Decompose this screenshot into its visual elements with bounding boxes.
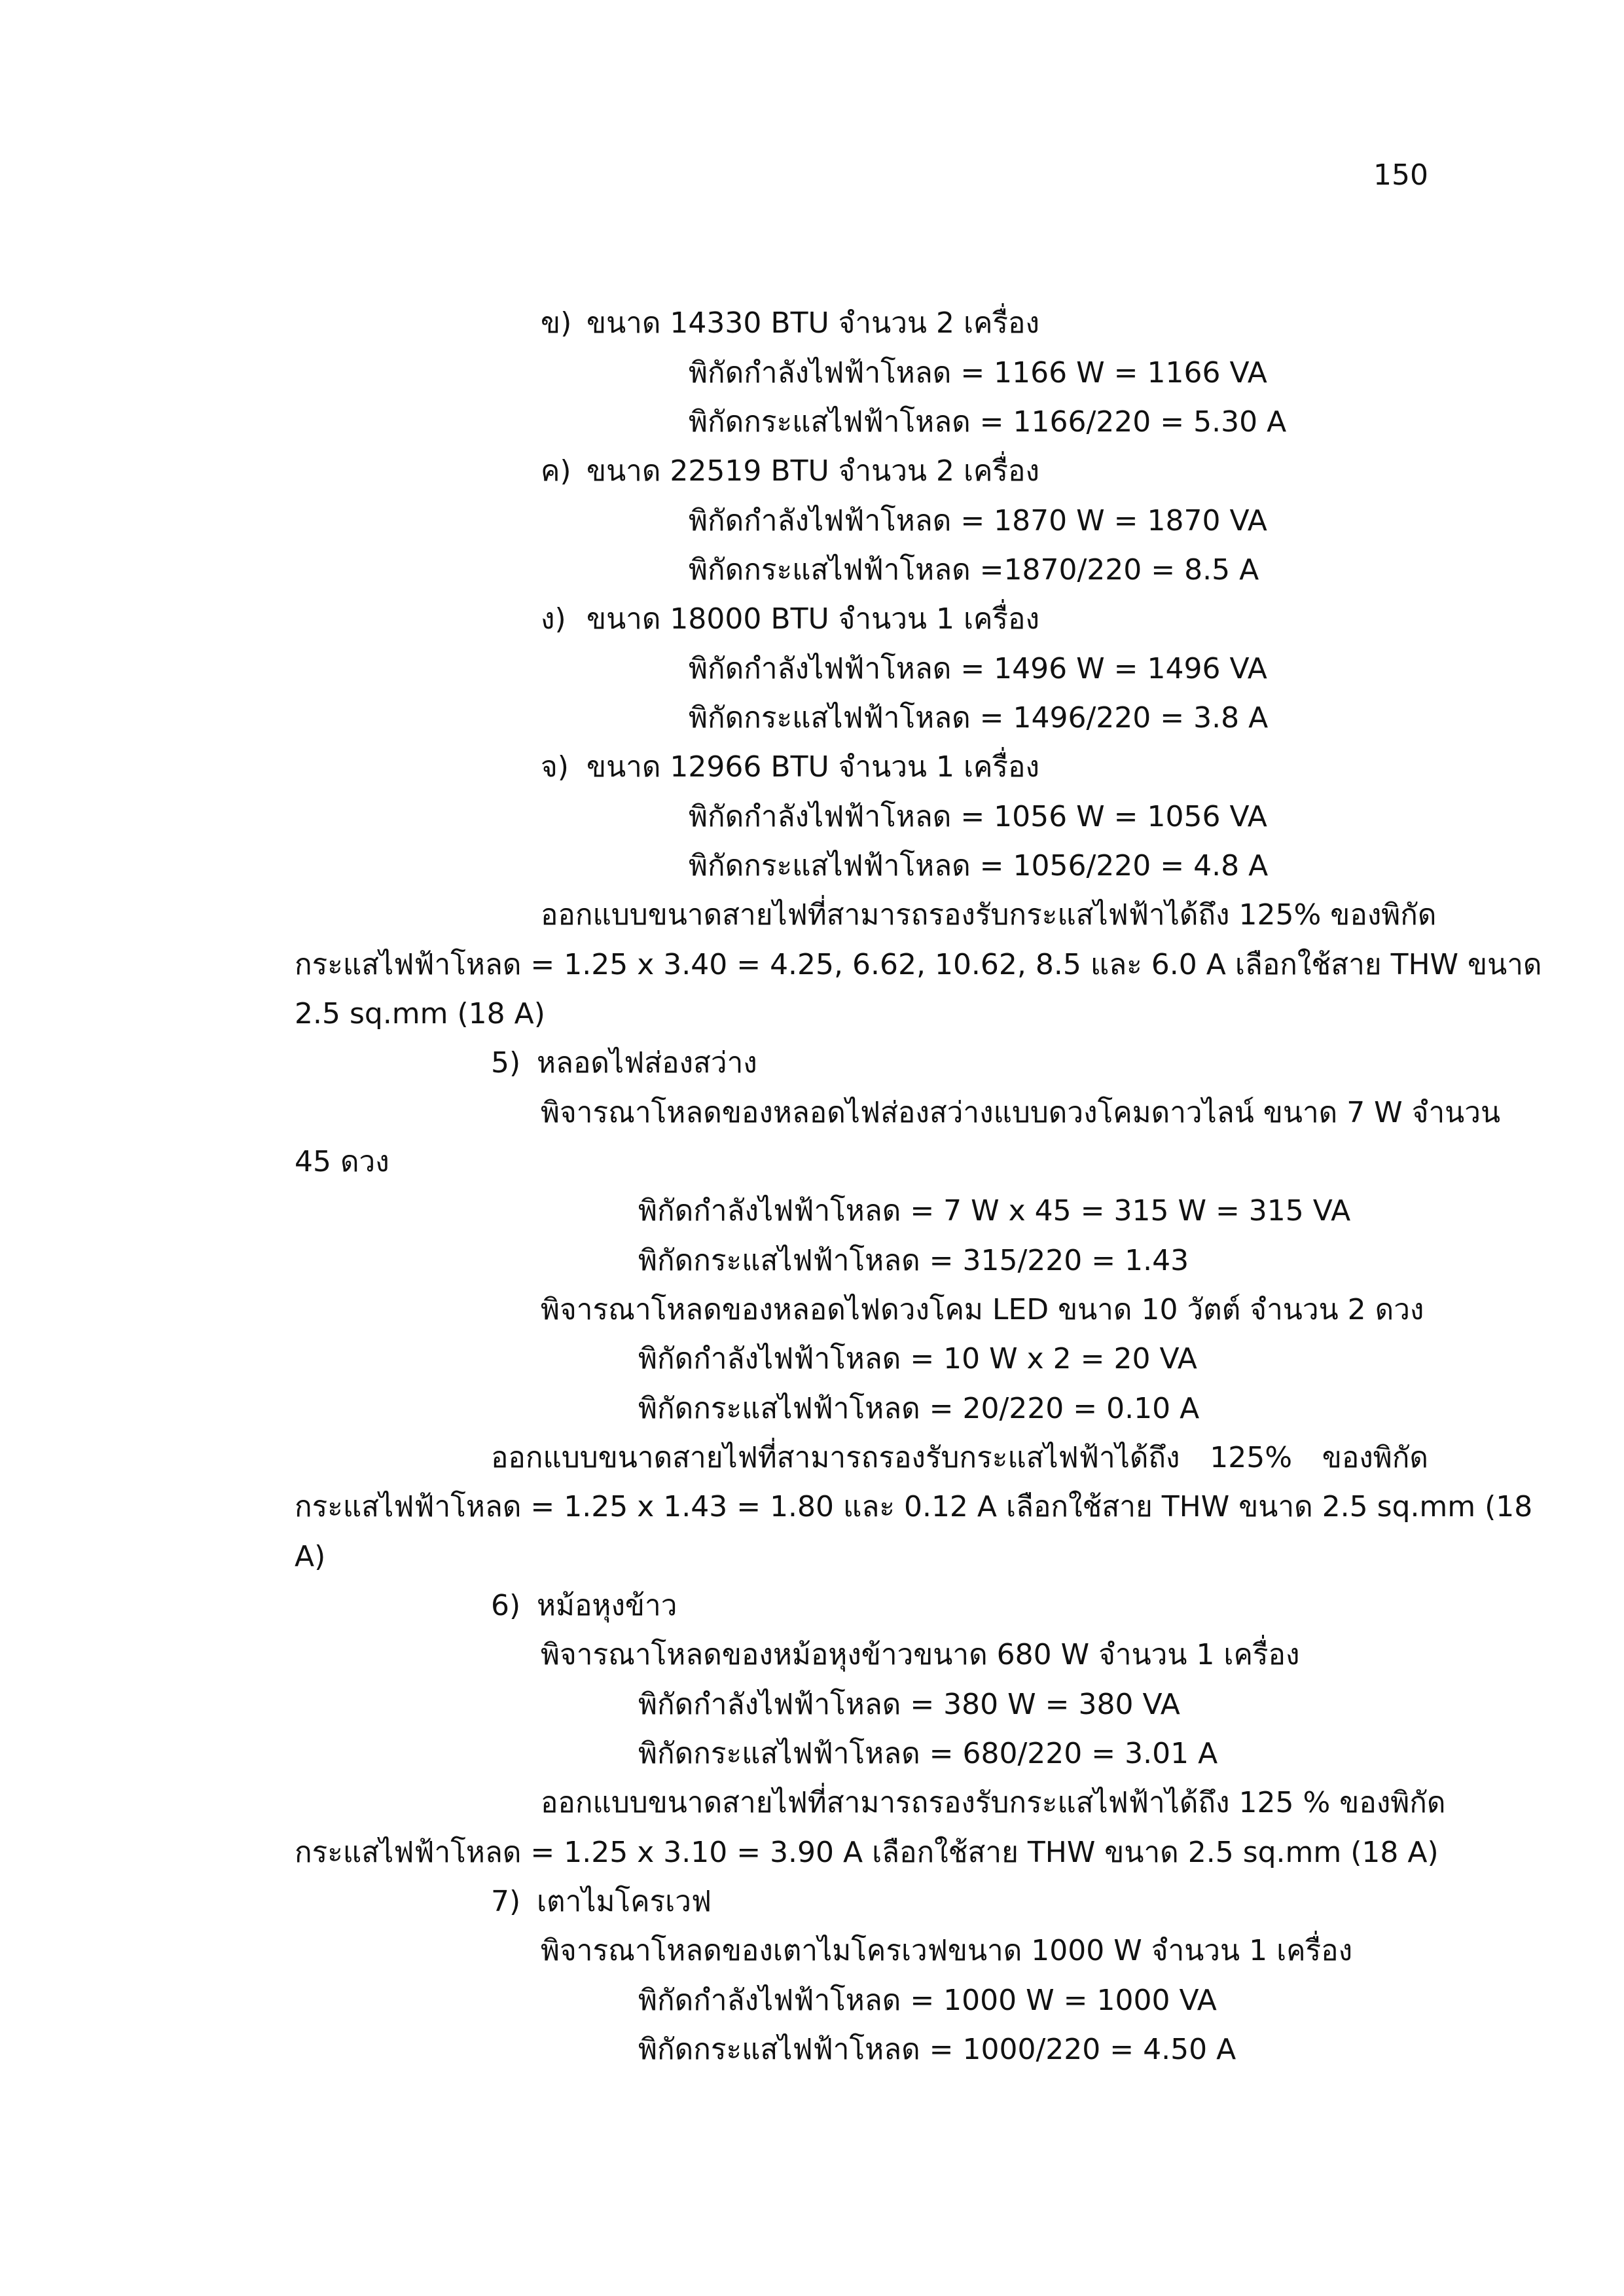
section-heading bbox=[491, 1884, 712, 1920]
item-heading-text: ขนาด 18000 BTU จำนวน 1 เครื่อง bbox=[586, 602, 1039, 636]
section-heading bbox=[491, 1045, 757, 1082]
design-paragraph-line: กระแสไฟฟ้าโหลด = 1.25 x 1.43 = 1.80 และ 0.12 A เลือกใช้สาย THW ขนาด 2.5 sq.mm (18 bbox=[295, 1490, 1533, 1523]
current-rating-line: พิกัดกระแสไฟฟ้าโหลด = 315/220 = 1.43 bbox=[638, 1244, 1189, 1277]
ac-item-heading bbox=[541, 453, 1039, 490]
item-heading-text: ขนาด 22519 BTU จำนวน 2 เครื่อง bbox=[586, 454, 1039, 488]
current-rating-line: พิกัดกระแสไฟฟ้าโหลด = 1166/220 = 5.30 A bbox=[689, 405, 1287, 439]
section-title: หม้อหุงข้าว bbox=[537, 1589, 677, 1622]
design-paragraph-line: กระแสไฟฟ้าโหลด = 1.25 x 3.10 = 3.90 A เลือกใช้สาย THW ขนาด 2.5 sq.mm (18 A) bbox=[295, 1836, 1439, 1869]
section-number: 5) bbox=[491, 1046, 521, 1080]
power-rating-line: พิกัดกำลังไฟฟ้าโหลด = 1496 W = 1496 VA bbox=[689, 652, 1267, 685]
current-rating-line: พิกัดกระแสไฟฟ้าโหลด = 1000/220 = 4.50 A bbox=[638, 2033, 1236, 2066]
ac-item-heading bbox=[541, 305, 1039, 342]
power-rating-line: พิกัดกำลังไฟฟ้าโหลด = 1870 W = 1870 VA bbox=[689, 504, 1267, 538]
section-heading bbox=[491, 1588, 677, 1624]
consider-line: พิจารณาโหลดของหลอดไฟดวงโคม LED ขนาด 10 วัตต์ จำนวน 2 ดวง bbox=[541, 1293, 1424, 1326]
consider-line: พิจารณาโหลดของเตาไมโครเวฟขนาด 1000 W จำนวน 1 เครื่อง bbox=[541, 1934, 1353, 1967]
ac-item-heading bbox=[541, 601, 1039, 638]
current-rating-line: พิกัดกระแสไฟฟ้าโหลด = 1056/220 = 4.8 A bbox=[689, 849, 1269, 883]
current-rating-line: พิกัดกระแสไฟฟ้าโหลด = 20/220 = 0.10 A bbox=[638, 1392, 1200, 1425]
consider-line: 45 ดวง bbox=[295, 1145, 389, 1178]
power-rating-line: พิกัดกำลังไฟฟ้าโหลด = 10 W x 2 = 20 VA bbox=[638, 1342, 1197, 1376]
design-paragraph-line: ออกแบบขนาดสายไฟที่สามารถรองรับกระแสไฟฟ้าได้ถึง 125% ของพิกัด bbox=[491, 1441, 1428, 1474]
current-rating-line: พิกัดกระแสไฟฟ้าโหลด = 680/220 = 3.01 A bbox=[638, 1737, 1218, 1770]
design-paragraph-line: A) bbox=[295, 1540, 326, 1573]
section-title: เตาไมโครเวฟ bbox=[537, 1885, 712, 1918]
design-paragraph-line: ออกแบบขนาดสายไฟที่สามารถรองรับกระแสไฟฟ้าได้ถึง 125 % ของพิกัด bbox=[541, 1786, 1446, 1819]
item-heading-text: ขนาด 12966 BTU จำนวน 1 เครื่อง bbox=[586, 750, 1039, 784]
power-rating-line: พิกัดกำลังไฟฟ้าโหลด = 1000 W = 1000 VA bbox=[638, 1984, 1217, 2017]
section-number: 7) bbox=[491, 1885, 521, 1918]
power-rating-line: พิกัดกำลังไฟฟ้าโหลด = 380 W = 380 VA bbox=[638, 1688, 1180, 1721]
section-title: หลอดไฟส่องสว่าง bbox=[537, 1046, 757, 1080]
design-paragraph-line: 2.5 sq.mm (18 A) bbox=[295, 997, 545, 1030]
design-paragraph-line: ออกแบบขนาดสายไฟที่สามารถรองรับกระแสไฟฟ้าได้ถึง 125% ของพิกัด bbox=[541, 898, 1437, 932]
power-rating-line: พิกัดกำลังไฟฟ้าโหลด = 7 W x 45 = 315 W = 315 VA bbox=[638, 1194, 1351, 1228]
consider-line: พิจารณาโหลดของหลอดไฟส่องสว่างแบบดวงโคมดาวไลน์ ขนาด 7 W จำนวน bbox=[541, 1096, 1501, 1129]
item-heading-text: ขนาด 14330 BTU จำนวน 2 เครื่อง bbox=[586, 306, 1039, 340]
item-marker: ข) bbox=[541, 306, 572, 340]
item-marker: จ) bbox=[541, 750, 569, 784]
consider-line: พิจารณาโหลดของหม้อหุงข้าวขนาด 680 W จำนวน 1 เครื่อง bbox=[541, 1638, 1300, 1671]
current-rating-line: พิกัดกระแสไฟฟ้าโหลด = 1496/220 = 3.8 A bbox=[689, 701, 1269, 735]
power-rating-line: พิกัดกำลังไฟฟ้าโหลด = 1166 W = 1166 VA bbox=[689, 356, 1267, 390]
design-paragraph-line: กระแสไฟฟ้าโหลด = 1.25 x 3.40 = 4.25, 6.62, 10.62, 8.5 และ 6.0 A เลือกใช้สาย THW ขนาด bbox=[295, 948, 1542, 981]
current-rating-line: พิกัดกระแสไฟฟ้าโหลด =1870/220 = 8.5 A bbox=[689, 553, 1259, 587]
section-number: 6) bbox=[491, 1589, 521, 1622]
power-rating-line: พิกัดกำลังไฟฟ้าโหลด = 1056 W = 1056 VA bbox=[689, 800, 1267, 833]
item-marker: ค) bbox=[541, 454, 571, 488]
page-number: 150 bbox=[1373, 158, 1428, 192]
ac-item-heading bbox=[541, 749, 1039, 786]
item-marker: ง) bbox=[541, 602, 566, 636]
